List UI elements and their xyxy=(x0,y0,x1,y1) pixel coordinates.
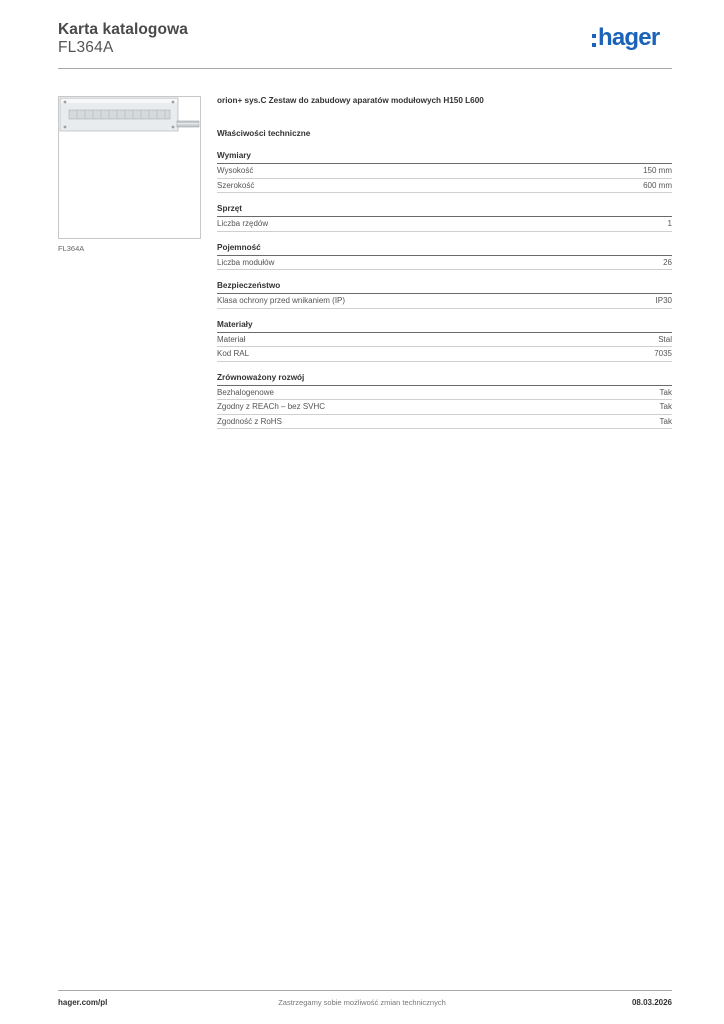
image-caption: FL364A xyxy=(58,244,85,253)
footer-website-link[interactable]: hager.com/pl xyxy=(58,998,108,1007)
spec-label: Klasa ochrony przed wnikaniem (IP) xyxy=(217,296,346,305)
spec-row xyxy=(217,179,672,194)
spec-group-capacity xyxy=(217,242,672,271)
spec-row xyxy=(217,415,672,430)
spec-group-equipment xyxy=(217,203,672,232)
technical-properties-heading: Właściwości techniczne xyxy=(217,129,311,138)
footer-date: 08.03.2026 xyxy=(631,998,672,1007)
spec-row xyxy=(217,386,672,401)
spec-value: 150 mm xyxy=(643,166,672,175)
spec-label: Bezhalogenowe xyxy=(217,387,274,397)
logo-wordmark: hager xyxy=(598,24,660,51)
specification-section xyxy=(217,96,672,439)
spec-row xyxy=(217,256,672,271)
spec-group-dimensions xyxy=(217,150,672,193)
spec-label: Materiał xyxy=(217,334,246,344)
spec-value: 7035 xyxy=(654,349,672,358)
spec-group-title: Wymiary xyxy=(217,150,672,164)
spec-label: Szerokość xyxy=(217,180,255,190)
header-divider xyxy=(58,68,672,69)
spec-label: Zgodny z REACh – bez SVHC xyxy=(217,402,326,411)
spec-label: Liczba modułów xyxy=(217,257,275,267)
spec-label: Wysokość xyxy=(217,166,254,175)
product-image-drawing xyxy=(59,97,200,238)
spec-row xyxy=(217,164,672,179)
hager-logo[interactable] xyxy=(592,26,659,50)
spec-value: Stal xyxy=(658,334,672,344)
spec-value: Tak xyxy=(659,402,672,411)
footer-disclaimer: Zastrzegamy sobie możliwość zmian technicznych xyxy=(278,998,446,1007)
spec-row xyxy=(217,400,672,415)
spec-value: 1 xyxy=(667,219,672,228)
spec-group-materials xyxy=(217,319,672,362)
spec-group-sustainability xyxy=(217,372,672,430)
spec-value: Tak xyxy=(659,416,672,426)
logo-dots-icon xyxy=(592,34,596,47)
spec-group-title: Sprzęt xyxy=(217,203,672,217)
spec-value: Tak xyxy=(659,387,672,397)
spec-value: IP30 xyxy=(655,296,672,305)
spec-group-safety xyxy=(217,280,672,309)
spec-row xyxy=(217,217,672,232)
spec-group-title: Zrównoważony rozwój xyxy=(217,372,672,386)
spec-row xyxy=(217,347,672,362)
spec-label: Liczba rzędów xyxy=(217,219,269,228)
spec-group-title: Bezpieczeństwo xyxy=(217,280,672,294)
spec-value: 26 xyxy=(663,257,672,267)
spec-group-title: Pojemność xyxy=(217,242,672,256)
product-description: orion+ sys.C Zestaw do zabudowy aparatów modułowych H150 L600 xyxy=(217,96,484,105)
footer-divider xyxy=(58,990,672,991)
document-title: Karta katalogowa xyxy=(58,21,188,38)
spec-label: Kod RAL xyxy=(217,349,250,358)
product-image xyxy=(58,96,201,239)
spec-group-title: Materiały xyxy=(217,319,672,333)
spec-row xyxy=(217,333,672,348)
product-code-title: FL364A xyxy=(58,39,114,56)
spec-row xyxy=(217,294,672,309)
spec-value: 600 mm xyxy=(643,180,672,190)
spec-label: Zgodność z RoHS xyxy=(217,416,282,426)
